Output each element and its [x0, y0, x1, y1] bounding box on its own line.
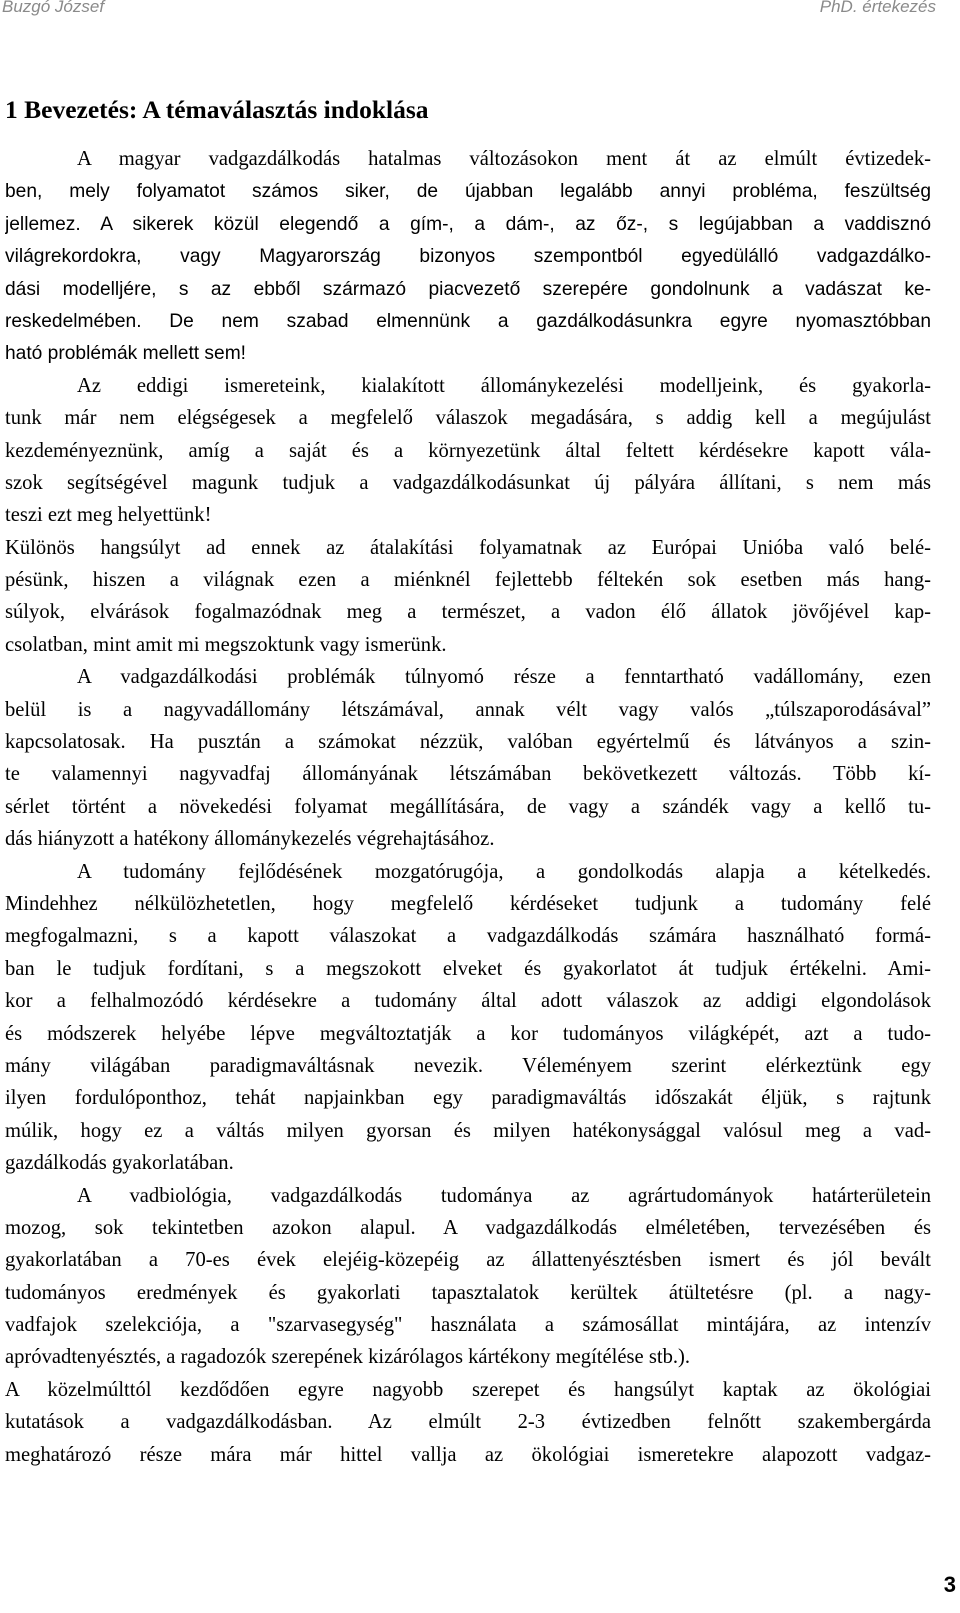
text-line: A magyar vadgazdálkodás hatalmas változásokon ment át az elmúlt évtizedek- — [77, 148, 931, 170]
text-line: Mindehhez nélkülözhetetlen, hogy megfelelő kérdéseket tudjunk a tudomány felé — [5, 892, 931, 915]
text-line: jellemez. A sikerek közül elegendő a gím-, a dám-, az őz-, s legújabban a vaddisznó — [5, 213, 931, 235]
text-line: kapcsolatosak. Ha pusztán a számokat nézzük, valóban egyértelmű és látványos a szin- — [5, 731, 931, 754]
text-line: dás hiányzott a hatékony állománykezelés végrehajtásához. — [5, 828, 495, 851]
text-line: reskedelmében. De nem szabad elmennünk a gazdálkodásunkra egyre nyomasztóbban — [5, 310, 931, 332]
text-line: Az eddigi ismereteink, kialakított állománykezelési modelljeink, és gyakorla- — [77, 374, 931, 397]
text-line: gazdálkodás gyakorlatában. — [5, 1152, 234, 1175]
text-line: mány világában paradigmaváltásnak nevezik. Véleményem szerint elérkeztünk egy — [5, 1054, 931, 1077]
text-line: teszi ezt meg helyettünk! — [5, 504, 212, 527]
text-line: sérlet történt a növekedési folyamat megállítására, de vagy a szándék vagy a kellő tu- — [5, 795, 931, 818]
text-line: tudományos eredmények és gyakorlati tapasztalatok kerültek átültetésre (pl. a nagy- — [5, 1281, 931, 1304]
text-line: múlik, hogy ez a váltás milyen gyorsan és milyen hatékonysággal valósul meg a vad- — [5, 1119, 931, 1142]
text-line: súlyok, elvárások fogalmazódnak meg a természet, a vadon élő állatok jövőjével kap- — [5, 601, 931, 624]
text-line: belül is a nagyvadállomány létszámával, annak vélt vagy valós „túlszaporodásával” — [5, 698, 931, 721]
text-line: szok segítségével magunk tudjuk a vadgazdálkodásunkat új pályára állítani, s nem más — [5, 471, 931, 494]
running-header — [0, 0, 936, 22]
text-line: te valamennyi nagyvadfaj állományának létszámában bekövetkezett változás. Több kí- — [5, 763, 931, 786]
section-heading: 1 Bevezetés: A témaválasztás indoklása — [5, 95, 429, 124]
text-line: mozog, sok tekintetben azokon alapul. A vadgazdálkodás elméletében, tervezésében és — [5, 1216, 931, 1239]
header-document-type: PhD. értekezés — [819, 0, 936, 16]
text-line: kor a felhalmozódó kérdésekre a tudomány által adott válaszok az addigi elgondolások — [5, 990, 931, 1013]
header-author: Buzgó József — [2, 0, 105, 16]
text-line: ban le tudjuk fordítani, s a megszokott elveket és gyakorlatot át tudjuk értékelni. Ami- — [5, 957, 931, 980]
text-line: ilyen fordulóponthoz, tehát napjainkban egy paradigmaváltás időszakát éljük, s rajtunk — [5, 1087, 931, 1110]
text-line: kutatások a vadgazdálkodásban. Az elmúlt 2-3 évtizedben felnőtt szakembergárda — [5, 1411, 931, 1434]
text-line: A vadbiológia, vadgazdálkodás tudománya az agrártudományok határterületein — [77, 1184, 931, 1207]
page-number: 3 — [943, 1572, 956, 1597]
text-line: kezdeményeznünk, amíg a saját és a környezetünk által feltett kérdésekre kapott vála- — [5, 439, 931, 462]
text-line: A közelmúlttól kezdődően egyre nagyobb szerepet és hangsúlyt kaptak az ökológiai — [5, 1378, 931, 1401]
text-line: tunk már nem elégségesek a megfelelő válaszok megadására, s addig kell a megújulást — [5, 407, 931, 430]
text-line: gyakorlatában a 70-es évek elejéig-közepéig az állattenyésztésben ismert és jól bevált — [5, 1249, 931, 1272]
text-line: dási modelljére, s az ebből származó piacvezető szerepére gondolnunk a vadászat ke- — [5, 278, 931, 300]
text-line: A tudomány fejlődésének mozgatórugója, a gondolkodás alapja a kételkedés. — [77, 860, 931, 883]
text-line: világrekordokra, vagy Magyarország bizonyos szempontból egyedülálló vadgazdálko- — [5, 246, 931, 268]
text-line: meghatározó része mára már hittel vallja az ökológiai ismeretekre alapozott vadgaz- — [5, 1443, 931, 1466]
text-line: pésünk, hiszen a világnak ezen a miénknél fejlettebb féltekén sok esetben más hang- — [5, 569, 931, 592]
text-line: vadfajok szelekciója, a "szarvasegység" használata a számosállat mintájára, az intenzív — [5, 1314, 931, 1337]
text-line: ben, mely folyamatot számos siker, de újabban legalább annyi probléma, feszültség — [5, 181, 931, 203]
text-line: A vadgazdálkodási problémák túlnyomó része a fenntartható vadállomány, ezen — [77, 666, 931, 689]
text-line: csolatban, mint amit mi megszoktunk vagy ismerünk. — [5, 633, 447, 656]
text-line: Különös hangsúlyt ad ennek az átalakítási folyamatnak az Európai Unióba való belé- — [5, 536, 931, 559]
text-line: megfogalmazni, s a kapott válaszokat a vadgazdálkodás számára használható formá- — [5, 925, 931, 948]
body-text — [5, 143, 931, 1471]
text-line: és módszerek helyébe lépve megváltoztatják a kor tudományos világképét, azt a tudo- — [5, 1022, 931, 1045]
text-line: ható problémák mellett sem! — [5, 343, 247, 365]
text-line: apróvadtenyésztés, a ragadozók szerepének kizárólagos kártékony megítélése stb.). — [5, 1346, 691, 1369]
